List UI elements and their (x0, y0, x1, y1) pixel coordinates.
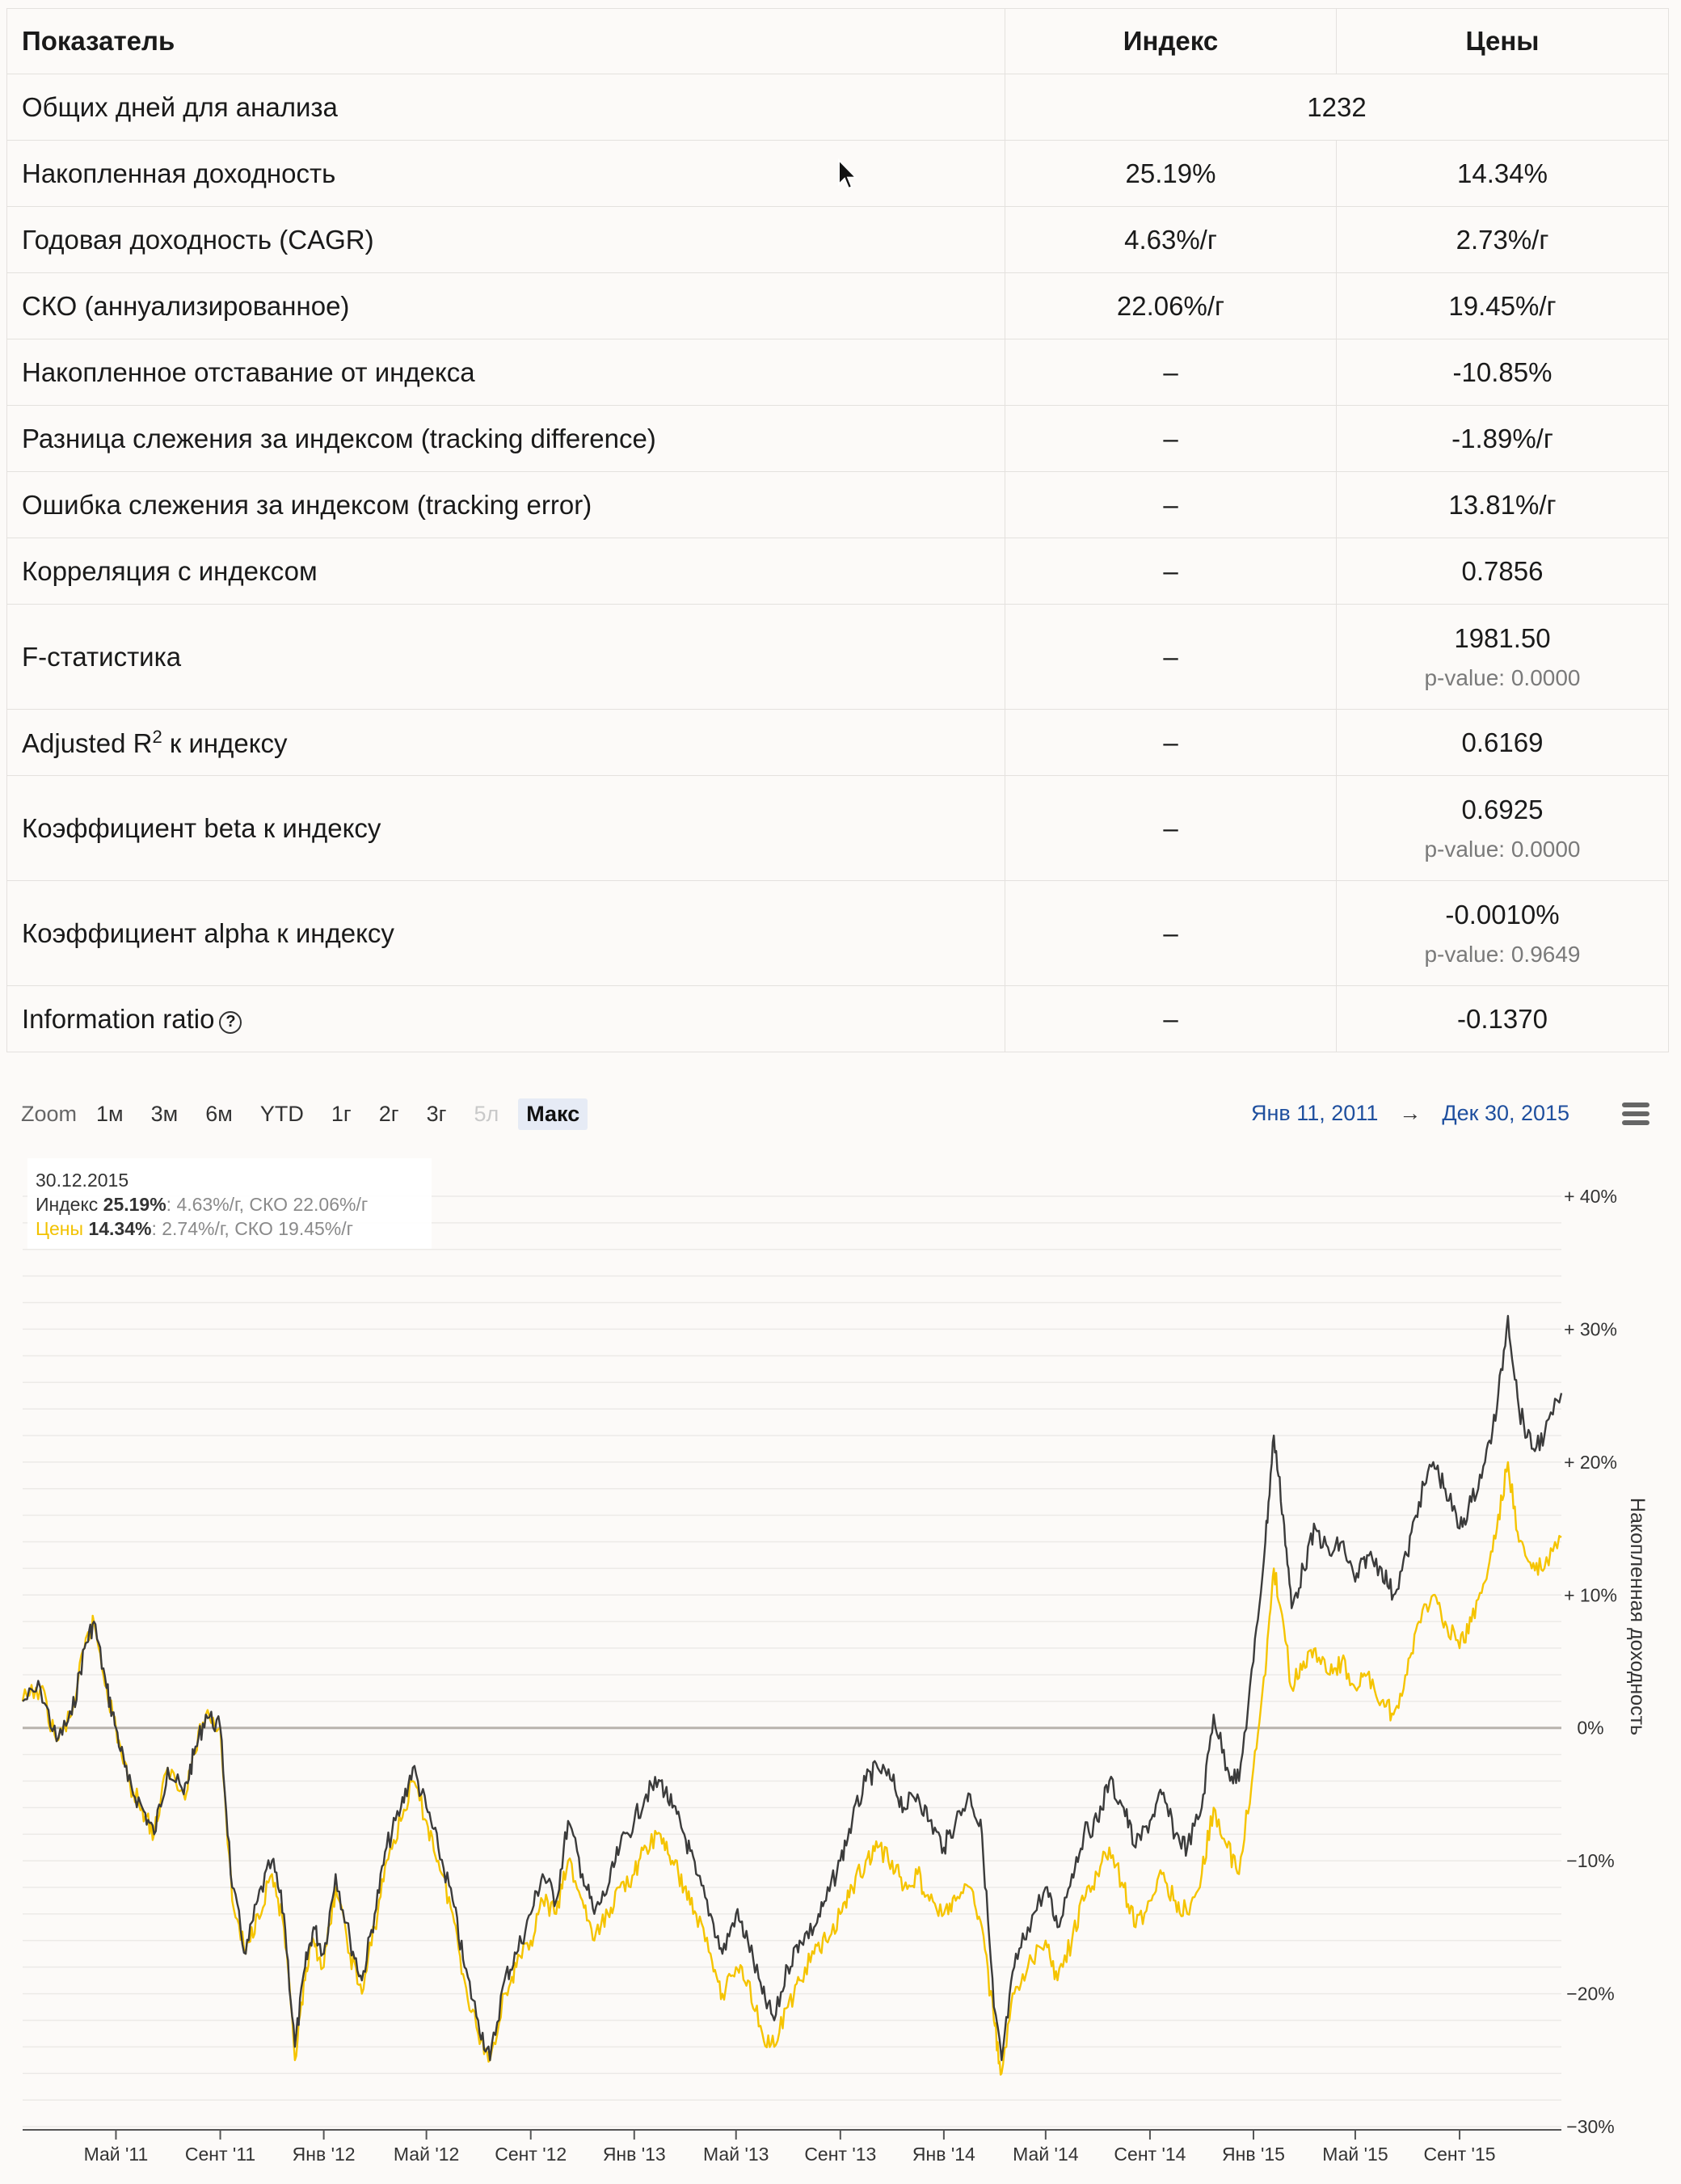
x-tick-label: Май '11 (83, 2144, 149, 2165)
mouse-cursor-icon (837, 158, 858, 191)
zoom-button-3y[interactable]: 3г (426, 1101, 447, 1126)
date-range-to[interactable]: Дек 30, 2015 (1442, 1101, 1570, 1125)
zoom-button-ytd[interactable]: YTD (259, 1101, 304, 1126)
y-tick-label: −10% (1566, 1850, 1615, 1872)
hamburger-menu-icon[interactable] (1622, 1103, 1649, 1125)
zoom-button-3m[interactable]: 3м (150, 1101, 179, 1126)
p-value: p-value: 0.9649 (1424, 941, 1581, 967)
index-value: – (1005, 538, 1337, 605)
row-label (7, 710, 1005, 776)
index-value: – (1005, 881, 1337, 986)
x-tick-label: Май '15 (1322, 2144, 1388, 2165)
x-tick-label: Янв '14 (912, 2144, 975, 2165)
row-label: Разница слежения за индексом (tracking difference) (7, 406, 1005, 472)
y-tick-label: + 10% (1564, 1584, 1617, 1606)
prices-value: 14.34% (1337, 141, 1669, 207)
tooltip-prices-name: Цены (36, 1218, 84, 1239)
prices-value (1337, 605, 1669, 710)
grid-lines (23, 1196, 1561, 2130)
row-label: Общих дней для анализа (7, 74, 1005, 141)
prices-value: -0.1370 (1337, 986, 1669, 1052)
table-row (7, 538, 1669, 605)
index-value: – (1005, 776, 1337, 881)
tooltip-prices-line (36, 1216, 423, 1241)
table-row (7, 273, 1669, 339)
cumulative-return-chart (0, 1140, 1681, 2184)
value-main: 1981.50 (1454, 622, 1551, 653)
tooltip-prices-rest: : 2.74%/г, СКО 19.45%/г (151, 1218, 354, 1239)
date-range-from[interactable]: Янв 11, 2011 (1251, 1101, 1379, 1125)
tooltip-index-line (36, 1192, 423, 1216)
y-tick-label: + 40% (1564, 1186, 1617, 1207)
table-row (7, 710, 1669, 776)
table-row (7, 605, 1669, 710)
row-label: F-статистика (7, 605, 1005, 710)
date-range-arrow: → (1399, 1101, 1422, 1125)
x-tick-label: Сент '12 (495, 2144, 567, 2165)
index-value: 22.06%/г (1005, 273, 1337, 339)
p-value: p-value: 0.0000 (1424, 664, 1581, 690)
table-row (7, 74, 1669, 141)
index-value: – (1005, 986, 1337, 1052)
row-label (7, 986, 1005, 1052)
p-value: p-value: 0.0000 (1424, 836, 1581, 862)
zoom-label: Zoom (21, 1101, 78, 1126)
x-tick-label: Янв '13 (602, 2144, 666, 2165)
series-lines (23, 1316, 1561, 2075)
tooltip-date: 30.12.2015 (36, 1170, 129, 1191)
date-range (1251, 1101, 1569, 1126)
prices-series-line (23, 1462, 1561, 2075)
x-tick-label: Янв '15 (1222, 2144, 1285, 2165)
x-tick-label: Сент '15 (1423, 2144, 1496, 2165)
index-series-line (23, 1316, 1561, 2060)
x-tick-label: Сент '13 (804, 2144, 877, 2165)
prices-value: 19.45%/г (1337, 273, 1669, 339)
zoom-button-5y: 5л (474, 1101, 499, 1126)
value-main: 0.6925 (1461, 794, 1544, 824)
tooltip-index-value: 25.19% (103, 1194, 166, 1215)
row-label: Корреляция с индексом (7, 538, 1005, 605)
row-label: Накопленное отставание от индекса (7, 339, 1005, 406)
index-value: – (1005, 406, 1337, 472)
header-index: Индекс (1005, 9, 1337, 74)
prices-value (1337, 776, 1669, 881)
label-superscript: 2 (152, 726, 162, 747)
row-label: СКО (аннуализированное) (7, 273, 1005, 339)
zoom-button-max[interactable]: Макс (518, 1098, 588, 1130)
x-tick-label: Май '14 (1013, 2144, 1079, 2165)
row-days-value: 1232 (1005, 74, 1669, 141)
row-label: Коэффициент alpha к индексу (7, 881, 1005, 986)
x-tick-label: Янв '12 (292, 2144, 356, 2165)
prices-value: -10.85% (1337, 339, 1669, 406)
y-tick-label: + 20% (1564, 1451, 1617, 1473)
chart-tooltip (27, 1158, 432, 1249)
index-value: – (1005, 605, 1337, 710)
y-axis-title: Накопленная доходность (1626, 1497, 1649, 1736)
zoom-button-1y[interactable]: 1г (331, 1101, 352, 1126)
label-prefix: Adjusted R (22, 727, 153, 758)
row-label: Коэффициент beta к индексу (7, 776, 1005, 881)
zoom-button-2y[interactable]: 2г (378, 1101, 399, 1126)
row-label: Накопленная доходность (7, 141, 1005, 207)
index-value: – (1005, 472, 1337, 538)
row-label: Ошибка слежения за индексом (tracking error) (7, 472, 1005, 538)
prices-value (1337, 881, 1669, 986)
prices-value: 2.73%/г (1337, 207, 1669, 273)
prices-value: -1.89%/г (1337, 406, 1669, 472)
prices-value: 13.81%/г (1337, 472, 1669, 538)
x-tick-label: Май '13 (703, 2144, 769, 2165)
label-suffix: к индексу (162, 727, 288, 758)
x-tick-label: Сент '11 (184, 2144, 256, 2165)
zoom-toolbar (21, 1098, 599, 1130)
label-text: Information ratio (22, 1003, 215, 1034)
tooltip-index-rest: : 4.63%/г, СКО 22.06%/г (166, 1194, 369, 1215)
table-header-row (7, 9, 1669, 74)
value-main: -0.0010% (1445, 899, 1560, 930)
table-row (7, 207, 1669, 273)
x-axis (84, 2130, 1496, 2165)
header-prices: Цены (1337, 9, 1669, 74)
header-metric: Показатель (7, 9, 1005, 74)
table-row (7, 406, 1669, 472)
zoom-button-6m[interactable]: 6м (205, 1101, 233, 1126)
prices-value: 0.7856 (1337, 538, 1669, 605)
table-row (7, 776, 1669, 881)
index-value: 4.63%/г (1005, 207, 1337, 273)
index-value: – (1005, 710, 1337, 776)
index-value: – (1005, 339, 1337, 406)
row-label: Годовая доходность (CAGR) (7, 207, 1005, 273)
prices-value: 0.6169 (1337, 710, 1669, 776)
x-tick-label: Май '12 (393, 2144, 460, 2165)
y-tick-label: 0% (1577, 1717, 1604, 1739)
y-tick-label: −30% (1566, 2116, 1615, 2137)
table-row (7, 472, 1669, 538)
tooltip-prices-value: 14.34% (88, 1218, 152, 1239)
x-tick-label: Сент '14 (1114, 2144, 1186, 2165)
y-tick-label: −20% (1566, 1983, 1615, 2005)
table-row (7, 881, 1669, 986)
y-axis (1564, 1186, 1617, 2137)
index-value: 25.19% (1005, 141, 1337, 207)
y-tick-label: + 30% (1564, 1318, 1617, 1340)
table-row (7, 339, 1669, 406)
zoom-button-1m[interactable]: 1м (96, 1101, 124, 1126)
tooltip-index-name: Индекс (36, 1194, 99, 1215)
question-circle-icon[interactable]: ? (219, 1011, 242, 1034)
table-row (7, 986, 1669, 1052)
